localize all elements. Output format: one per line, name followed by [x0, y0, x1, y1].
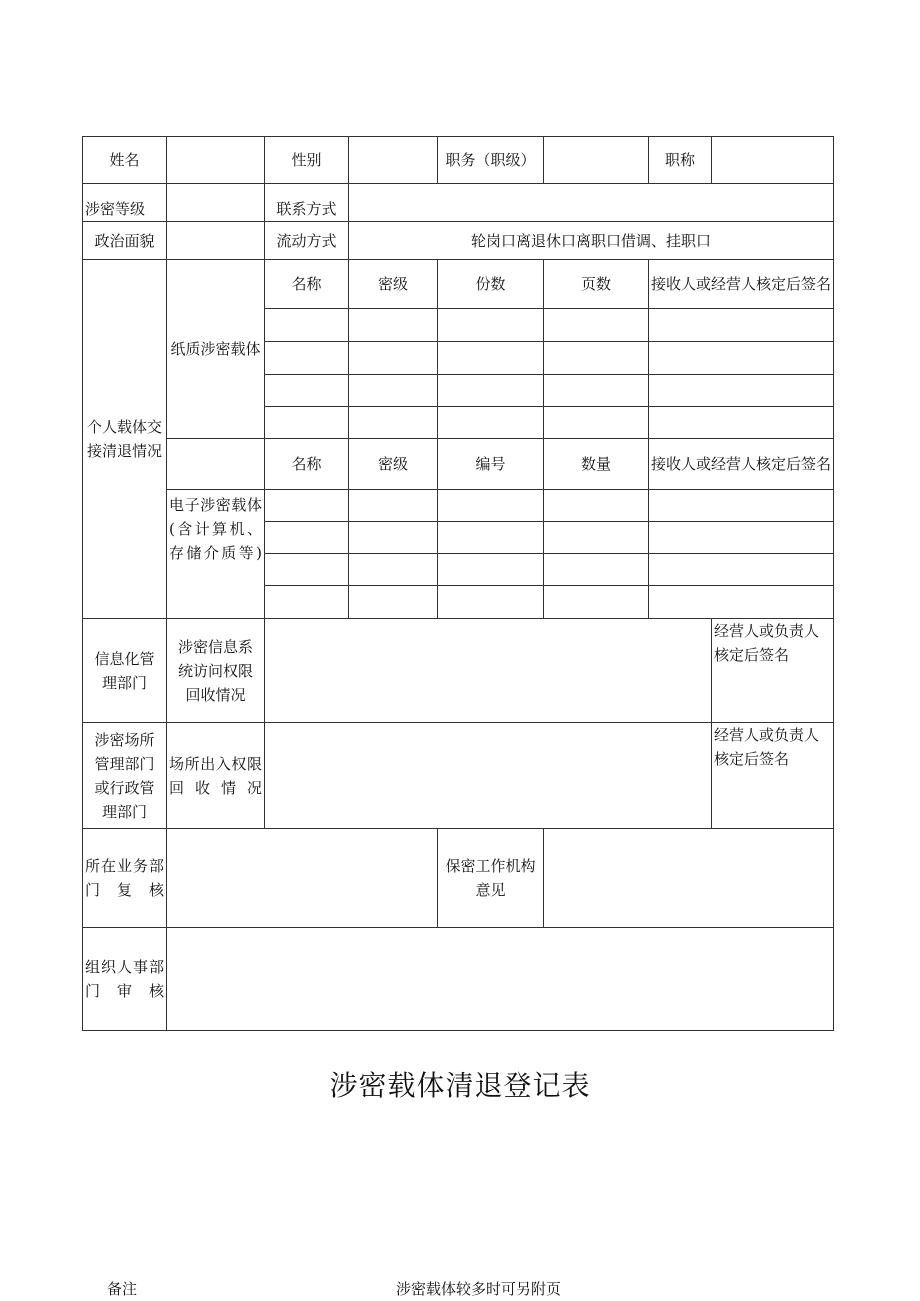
position-field[interactable] — [544, 137, 649, 184]
venue-access-label: 场所出入权限回收情况 — [167, 723, 265, 829]
it-dept-label: 信息化管理部门 — [83, 619, 167, 723]
note-text: 涉密载体较多时可另附页 — [396, 1280, 562, 1298]
name-label: 姓名 — [83, 137, 167, 184]
hr-review-label: 组织人事部门审核 — [83, 928, 167, 1031]
venue-access-field[interactable] — [265, 723, 712, 829]
paper-header-name: 名称 — [265, 260, 349, 309]
it-access-label: 涉密信息系统访问权限回收情况 — [167, 619, 265, 723]
gender-label: 性别 — [265, 137, 349, 184]
job-title-field[interactable] — [712, 137, 834, 184]
job-title-label: 职称 — [649, 137, 712, 184]
hr-review-field[interactable] — [167, 928, 834, 1031]
secret-level-label: 涉密等级 — [83, 184, 167, 222]
gender-field[interactable] — [349, 137, 438, 184]
note-label: 备注 — [107, 1280, 138, 1298]
paper-header-copies: 份数 — [438, 260, 544, 309]
table-row — [83, 490, 834, 522]
flow-method-label: 流动方式 — [265, 222, 349, 260]
electronic-header-name: 名称 — [265, 439, 349, 490]
electronic-blank-cell — [167, 439, 265, 490]
flow-method-options[interactable]: 轮岗口离退休口离职口借调、挂职口 — [349, 222, 834, 260]
paper-carrier-label: 纸质涉密载体 — [167, 260, 265, 439]
electronic-carrier-label: 电子涉密载体(含计算机、存储介质等) — [167, 490, 265, 619]
paper-header-level: 密级 — [349, 260, 438, 309]
political-status-label: 政治面貌 — [83, 222, 167, 260]
security-office-label: 保密工作机构意见 — [438, 829, 544, 928]
electronic-header-level: 密级 — [349, 439, 438, 490]
venue-sign-label: 经营人或负责人核定后签名 — [712, 723, 834, 829]
registration-form-table — [82, 136, 834, 1031]
secret-level-field[interactable] — [167, 184, 265, 222]
contact-label: 联系方式 — [265, 184, 349, 222]
security-office-field[interactable] — [544, 829, 834, 928]
electronic-header-quantity: 数量 — [544, 439, 649, 490]
paper-header-signature: 接收人或经营人核定后签名 — [649, 260, 834, 309]
venue-dept-label: 涉密场所管理部门或行政管理部门 — [83, 723, 167, 829]
contact-field[interactable] — [349, 184, 834, 222]
it-access-field[interactable] — [265, 619, 712, 723]
paper-header-pages: 页数 — [544, 260, 649, 309]
name-field[interactable] — [167, 137, 265, 184]
electronic-header-signature: 接收人或经营人核定后签名 — [649, 439, 834, 490]
page-title: 涉密载体清退登记表 — [329, 1069, 591, 1102]
electronic-header-number: 编号 — [438, 439, 544, 490]
business-dept-review-label: 所在业务部门复核 — [83, 829, 167, 928]
position-label: 职务（职级） — [438, 137, 544, 184]
it-sign-label: 经营人或负责人核定后签名 — [712, 619, 834, 723]
carrier-section-label: 个人载体交接清退情况 — [83, 260, 167, 619]
business-dept-review-field[interactable] — [167, 829, 438, 928]
political-status-field[interactable] — [167, 222, 265, 260]
